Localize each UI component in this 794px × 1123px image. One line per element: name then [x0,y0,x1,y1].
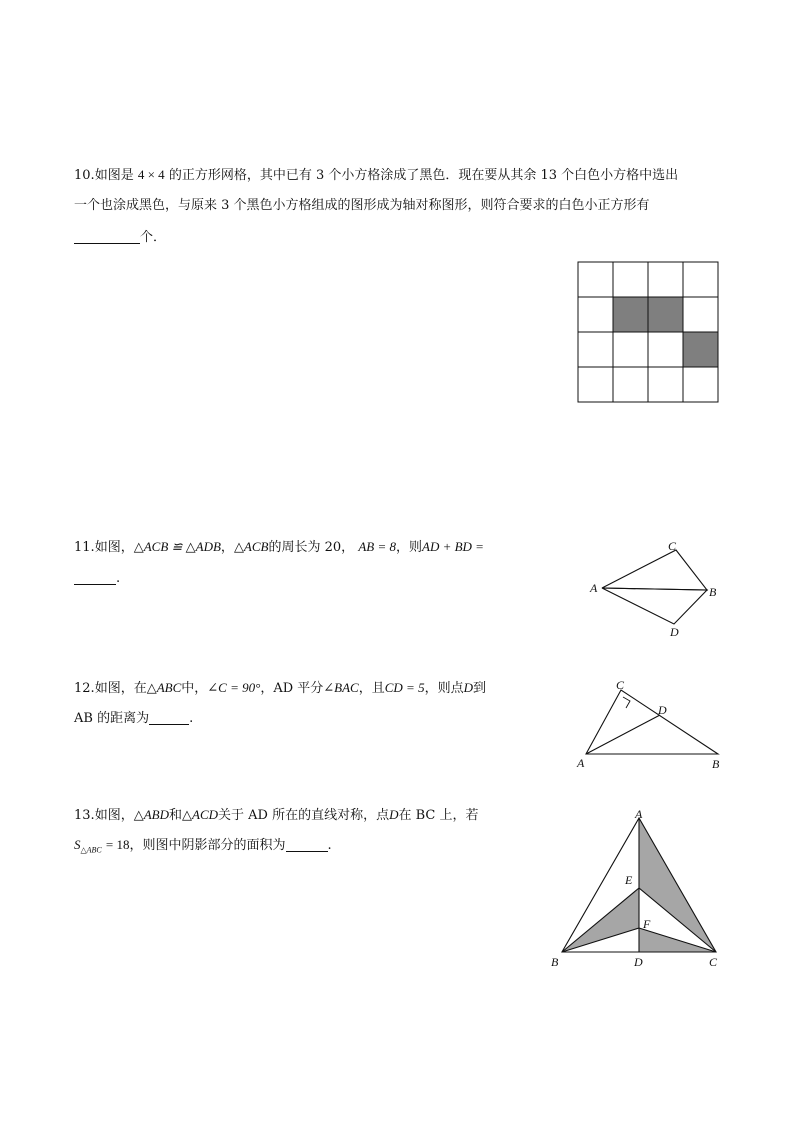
q12-math-angle-bac: ∠BAC [323,680,359,695]
q13-line-2 [74,836,332,860]
q13-math-abd: △ABD [133,807,169,822]
q12-text-tail: . [189,711,194,726]
grid-cell-white [578,262,613,297]
q11-math-ab: AB = 8 [358,539,396,554]
q11-number: 11. [74,540,95,555]
q13-math-area-s: S [74,837,81,852]
q11-line-1 [74,538,484,557]
q11-line-2 [74,570,120,588]
q10-line-3 [74,229,166,247]
q12-line-1 [74,679,486,698]
q13-number: 13. [74,808,95,823]
q13-text-tail: . [327,838,332,853]
q13-text-d: 在 BC 上，若 [398,808,479,823]
q12-number: 12. [74,681,95,696]
q13-label-b: B [551,955,559,969]
q10-text-a: 如图是 [94,168,134,183]
q11-comma: ， [220,540,234,555]
q13-label-f: F [643,917,651,931]
q13-math-area-sub: △ABC [80,845,102,855]
grid-cell-white [683,297,718,332]
q13-text-b: 和 [168,808,182,823]
q13-text-c: 关于 AD 所在的直线对称，点 [218,808,390,823]
grid-cell-shaded [683,332,718,367]
q12-text-f: 到 [473,681,487,696]
q12-text-b: 中， [181,681,208,696]
q13-answer-blank[interactable] [286,837,328,852]
q13-label-c: C [709,955,718,969]
grid-cell-white [648,332,683,367]
q10-math-grid-size: 4 × 4 [137,167,165,182]
q11-math-triangle: △ACB [233,539,269,554]
q12-math-cd: CD = 5 [384,680,425,695]
q11-answer-blank[interactable] [74,570,116,585]
q10-text-b: 的正方形网格，其中已有 3 个小方格涂成了黑色．现在要从其余 13 个白色小方格中选出 [168,168,679,183]
q10-grid-figure [576,260,720,404]
q10-answer-blank[interactable] [74,229,140,244]
q11-text-tail: . [116,571,121,586]
q10-text-tail: 个． [140,230,167,245]
grid-cell-white [613,262,648,297]
q12-label-c: C [616,678,625,692]
q13-label-d: D [634,955,643,969]
q12-math-angle-c: ∠C = 90° [207,680,261,695]
q13-symmetric-triangle-figure [548,806,728,972]
q10-line-2 [74,197,650,215]
grid-cell-white [648,367,683,402]
q12-math-triangle: △ABC [146,680,182,695]
q12-math-d: D [463,680,473,695]
q11-triangle-acb [602,550,707,590]
grid-cell-white [683,367,718,402]
q11-math-sum: AD + BD = [422,539,484,554]
q13-text-line2: ，则图中阴影部分的面积为 [129,838,286,853]
q11-triangle-adb [602,588,707,624]
q11-label-b: B [709,585,717,599]
q12-triangle-abc [586,690,718,754]
q11-text-b: 的周长为 20， [268,540,355,555]
grid-cell-white [578,367,613,402]
q12-answer-blank[interactable] [149,710,189,725]
q11-kite-figure [584,538,724,642]
q11-text-a: 如图， [94,540,134,555]
q10-text-line2: 一个也涂成黑色，与原来 3 个黑色小方格组成的图形成为轴对称图形，则符合要求的白色小正方形有 [74,198,650,213]
grid-cell-white [683,262,718,297]
q11-math-congruence: △ACB ≌ △ADB [133,539,221,554]
grid-cell-white [648,262,683,297]
grid-cell-white [578,297,613,332]
q12-text-c: ，AD 平分 [260,681,324,696]
q13-math-acd: △ACD [182,807,218,822]
q13-label-a: A [635,807,643,821]
q12-text-e: ，则点 [424,681,464,696]
q11-label-d: D [670,625,679,639]
q11-label-c: C [668,539,677,553]
grid-cell-white [613,332,648,367]
q10-number: 10. [74,168,95,183]
grid-cell-white [613,367,648,402]
q13-math-d: D [389,807,399,822]
q10-line-1 [74,166,678,185]
q13-label-e: E [625,873,633,887]
q13-text-a: 如图， [94,808,134,823]
grid-cell-shaded [648,297,683,332]
q11-label-a: A [590,581,598,595]
q12-label-b: B [712,757,720,771]
q13-math-area-value: = 18 [105,837,130,852]
q12-label-a: A [577,756,585,770]
q11-text-c: ，则 [395,540,422,555]
q12-line-2 [74,710,193,728]
q12-triangle-figure [574,676,730,774]
q12-text-line2: AB 的距离为 [74,711,150,726]
q12-label-d: D [658,703,667,717]
q12-right-angle-mark [623,697,630,708]
grid-cell-shaded [613,297,648,332]
grid-cell-white [578,332,613,367]
q13-line-1 [74,806,478,825]
q12-text-d: ，且 [358,681,385,696]
q12-text-a: 如图，在 [94,681,147,696]
